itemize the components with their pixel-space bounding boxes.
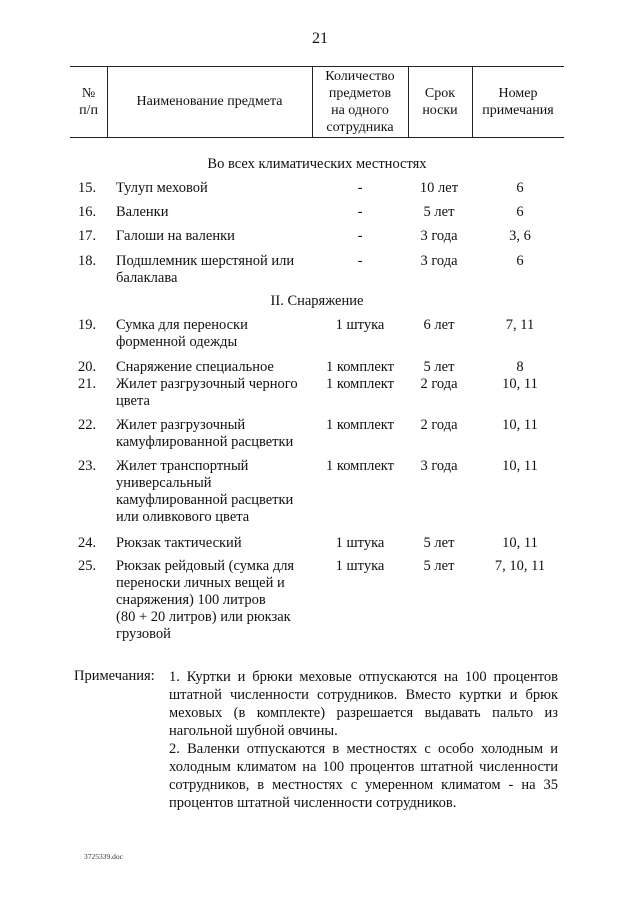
table-row xyxy=(0,228,640,244)
item-quantity: 1 комплект xyxy=(326,417,394,433)
item-quantity: 1 штука xyxy=(335,317,385,333)
item-note-ref: 10, 11 xyxy=(502,417,538,433)
table-row xyxy=(0,253,640,286)
item-note-ref: 6 xyxy=(516,180,524,196)
row-number: 19. xyxy=(78,317,97,333)
item-term: 6 лет xyxy=(423,317,455,333)
item-note-ref: 6 xyxy=(516,204,524,220)
item-note-ref: 7, 10, 11 xyxy=(494,558,546,574)
table-row xyxy=(0,376,640,409)
row-number: 21. xyxy=(78,376,97,392)
note-item: 2. Валенки отпускаются в местностях с особо холодным и холодным климатом на 100 процентов штатной численности сотрудников, в местностях с умеренном климатом - на 35 процентов штатной численности сотрудников. xyxy=(169,741,558,811)
item-term: 2 года xyxy=(420,417,458,433)
item-name: Валенки xyxy=(116,204,169,220)
row-number: 16. xyxy=(78,204,97,220)
item-name: Сумка для переноски форменной одежды xyxy=(116,317,248,350)
row-number: 23. xyxy=(78,458,97,474)
item-name: Рюкзак рейдовый (сумка для переноски личных вещей и снаряжения) 100 литров (80 + 20 литров) или рюкзак грузовой xyxy=(116,558,295,642)
item-quantity: - xyxy=(357,180,363,196)
note-item: 1. Куртки и брюки меховые отпускаются на 100 процентов штатной численности сотрудников. Вместо куртки и брюк меховых (в комплекте) разрешается выдавать пальто из нагольной шубной овчины. xyxy=(169,669,558,739)
item-quantity: - xyxy=(357,204,363,220)
table-row xyxy=(0,317,640,350)
header-num: № п/п xyxy=(79,85,98,118)
table-row xyxy=(0,535,640,551)
item-name: Жилет транспортный универсальный камуфлированной расцветки или оливкового цвета xyxy=(116,458,294,525)
row-number: 18. xyxy=(78,253,97,269)
section-title-equipment: II. Снаряжение xyxy=(270,293,364,309)
item-name: Жилет разгрузочный черного цвета xyxy=(116,376,298,409)
page-number: 21 xyxy=(312,30,328,47)
item-term: 3 года xyxy=(420,253,458,269)
item-name: Галоши на валенки xyxy=(116,228,235,244)
item-name: Тулуп меховой xyxy=(116,180,208,196)
row-number: 17. xyxy=(78,228,97,244)
table-row xyxy=(0,204,640,220)
header-term: Срок носки xyxy=(422,85,458,118)
section-title-climates: Во всех климатических местностях xyxy=(207,156,427,172)
item-note-ref: 7, 11 xyxy=(505,317,535,333)
header-quantity: Количество предметов на одного сотрудника xyxy=(325,68,395,135)
item-quantity: 1 штука xyxy=(335,558,385,574)
item-term: 5 лет xyxy=(423,535,455,551)
item-term: 5 лет xyxy=(423,558,455,574)
table-row xyxy=(0,458,640,525)
header-name: Наименование предмета xyxy=(136,94,283,109)
item-note-ref: 10, 11 xyxy=(502,376,538,392)
item-term: 3 года xyxy=(420,228,458,244)
table-row xyxy=(0,558,640,642)
item-name: Подшлемник шерстяной или балаклава xyxy=(116,253,295,286)
item-note-ref: 10, 11 xyxy=(502,458,538,474)
table-row xyxy=(0,417,640,450)
item-note-ref: 3, 6 xyxy=(509,228,531,244)
table-row xyxy=(0,180,640,196)
item-term: 5 лет xyxy=(423,359,455,375)
item-quantity: 1 комплект xyxy=(326,458,394,474)
item-quantity: 1 комплект xyxy=(326,359,394,375)
footer-filename: 3725339.doc xyxy=(84,852,123,861)
notes-label: Примечания: xyxy=(74,668,155,684)
table-row xyxy=(0,359,640,375)
item-term: 10 лет xyxy=(419,180,459,196)
table-header-bottom-rule xyxy=(70,137,564,138)
item-quantity: 1 комплект xyxy=(326,376,394,392)
item-term: 2 года xyxy=(420,376,458,392)
row-number: 22. xyxy=(78,417,97,433)
item-quantity: 1 штука xyxy=(335,535,385,551)
item-name: Снаряжение специальное xyxy=(116,359,274,375)
row-number: 15. xyxy=(78,180,97,196)
item-note-ref: 8 xyxy=(516,359,524,375)
header-note: Номер примечания xyxy=(482,85,554,118)
item-note-ref: 10, 11 xyxy=(502,535,538,551)
item-name: Жилет разгрузочный камуфлированной расцветки xyxy=(116,417,294,450)
item-term: 3 года xyxy=(420,458,458,474)
row-number: 25. xyxy=(78,558,97,574)
item-name: Рюкзак тактический xyxy=(116,535,242,551)
row-number: 20. xyxy=(78,359,97,375)
item-quantity: - xyxy=(357,228,363,244)
item-term: 5 лет xyxy=(423,204,455,220)
item-quantity: - xyxy=(357,253,363,269)
row-number: 24. xyxy=(78,535,97,551)
item-note-ref: 6 xyxy=(516,253,524,269)
